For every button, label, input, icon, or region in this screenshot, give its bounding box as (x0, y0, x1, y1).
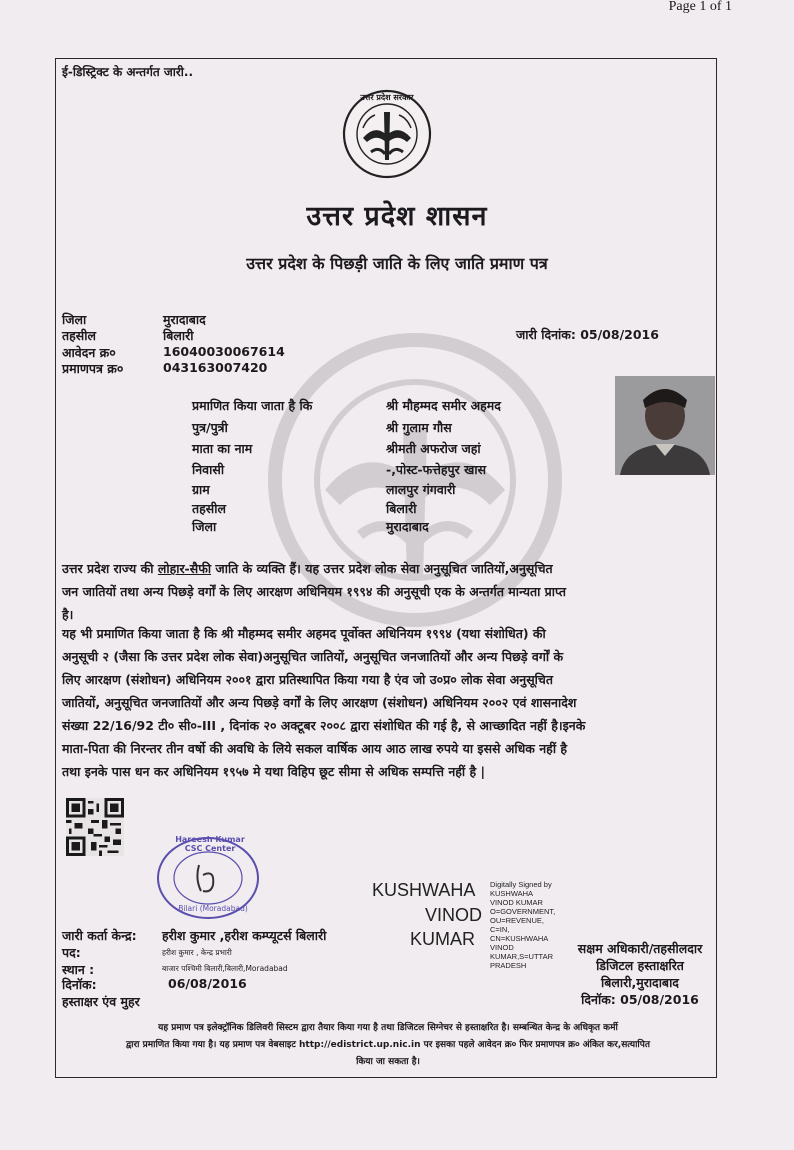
certificate-number-label: प्रमाणपत्र क्र० (62, 361, 124, 376)
application-number-label: आवेदन क्र० (62, 345, 116, 360)
footer-note: यह प्रमाण पत्र इलेक्ट्रॉनिक डिलिवरी सिस्टम द्वारा तैयार किया गया है तथा डिजिटल सिग्नेचर से हस्ताक्षरित है। सम्बन्धित केन्द्र के अधिकृत कर्मी द्वारा प्रमाणित किया गया है। यह प्रमाण पत्र वेबसाइट http://edistrict.up.nic.in पर इसका पहले आवेदन क्र० फिर प्रमाणपत्र क्र० अंकित कर,सत्यापित किया जा सकता है। (125, 1023, 651, 1067)
caste-name: लोहार-सैफी (157, 561, 212, 576)
detail-label: पुत्र/पुत्री (192, 420, 228, 435)
authority-date: दिनॉक: 05/08/2016 (581, 992, 699, 1007)
applicant-photo (615, 376, 715, 475)
detail-label: माता का नाम (192, 441, 253, 456)
digital-signer-name-line1: KUSHWAHA (372, 880, 476, 900)
authority-location: बिलारी,मुरादाबाद (601, 975, 679, 990)
detail-value: लालपुर गंगवारी (386, 482, 456, 497)
page-title: उत्तर प्रदेश शासन (306, 201, 488, 232)
detail-value: श्री मौहम्मद समीर अहमद (386, 398, 501, 413)
issuer-centre-label: जारी कर्ता केन्द्र: (62, 928, 137, 943)
tehsil-label: तहसील (62, 328, 96, 343)
tehsil-value: बिलारी (163, 328, 194, 343)
application-number-value: 16040030067614 (163, 344, 285, 359)
digital-signer-name-line3: KUMAR (410, 929, 476, 949)
issuer-centre-value: हरीश कुमार ,हरीश कम्प्यूटर्स बिलारी (162, 928, 327, 943)
detail-value: बिलारी (386, 501, 417, 516)
qr-code-icon (66, 798, 124, 856)
certificate-number-value: 043163007420 (163, 360, 268, 375)
digital-signer-name-line2: VINOD (425, 905, 483, 925)
detail-value: -,पोस्ट-फत्तेहपुर खास (386, 462, 487, 477)
header-note: ई-डिस्ट्रिक्ट के अन्तर्गत जारी.. (62, 65, 194, 79)
signature-stamp-label: हस्ताक्षर एंव मुहर (62, 994, 140, 1009)
page-number: Page 1 of 1 (668, 0, 732, 14)
issue-date: जारी दिनांक: 05/08/2016 (516, 327, 659, 342)
detail-label: ग्राम (192, 482, 210, 497)
authority-block (562, 940, 718, 1008)
stamp-top-text: Hareesh Kumar CSC Center (175, 835, 245, 853)
detail-label: तहसील (192, 501, 226, 516)
emblem-text: उत्तर प्रदेश सरकार (360, 93, 414, 102)
authority-designation: सक्षम अधिकारी/तहसीलदार (577, 941, 703, 956)
stamp-bottom-text: Bilari (Moradabad) (178, 904, 248, 913)
issuer-place-label: स्थान : (62, 962, 95, 977)
issuer-post-value: हरीश कुमार , केन्द्र प्रभारी (162, 948, 232, 957)
issuer-place-value: बाजार पश्चिमी बिलारी,बिलारी,Moradabad (162, 964, 288, 973)
issuer-date-label: दिनॉक: (62, 977, 97, 992)
authority-digital-signed: डिजिटल हस्ताक्षरित (596, 958, 684, 973)
detail-label: जिला (192, 519, 217, 534)
issuer-post-label: पद: (62, 945, 81, 960)
district-label: जिला (62, 312, 87, 327)
detail-value: श्रीमती अफरोज जहां (386, 441, 481, 456)
detail-value: मुरादाबाद (386, 519, 429, 534)
caste-statement: उत्तर प्रदेश राज्य की लोहार-सैफी जाति के व्यक्ति हैं। यह उत्तर प्रदेश लोक सेवा अनुसूचित जातियों,अनुसूचित जन जातियों तथा अन्य पिछड़े वर्गों के लिए आरक्षण अधिनियम १९९४ की अनुसूची एक के अन्तर्गत मान्यता प्राप्त है। (62, 561, 566, 622)
district-value: मुरादाबाद (163, 312, 206, 327)
certificate-subtitle: उत्तर प्रदेश के पिछड़ी जाति के लिए जाति प्रमाण पत्र (246, 254, 548, 273)
detail-value: श्री गुलाम गौस (386, 420, 452, 435)
certification-paragraph: यह भी प्रमाणित किया जाता है कि श्री मौहम्मद समीर अहमद पूर्वोक्त अधिनियम १९९४ (यथा संशोधित) की अनुसूची २ (जैसा कि उत्तर प्रदेश लोक सेवा)अनुसूचित जातियों, अनुसूचित जनजातियों और अन्य पिछड़े वर्गों के लिए आरक्षण (संशोधन) अधिनियम २००१ द्वारा प्रतिस्थापित किया गया है एंव जो उ०प्र० लोक सेवा अनुसूचित जातियों, अनुसूचित जनजातियों और अन्य पिछड़े वर्गों के लिए आरक्षण (संशोधन) अधिनियम २००२ एवं शासनादेश संख्या 22/16/92 टी० सी०-III , दिनांक २० अक्टूबर २००८ द्वारा संशोधित की गई है, से आच्छादित नहीं है।इनके माता-पिता की निरन्तर तीन वर्षो की अवधि के लिये सकल वार्षिक आय आठ लाख रुपये या इससे अधिक नहीं है तथा इनके पास धन कर अधिनियम १९५७ मे यथा विहिप छूट सीमा से अधिक सम्पत्ति नहीं है | (62, 626, 586, 779)
detail-label: प्रमाणित किया जाता है कि (192, 398, 313, 413)
digital-signature-details: Digitally Signed by KUSHWAHA VINOD KUMAR O=GOVERNMENT, OU=REVENUE, C=IN, CN=KUSHWAHA VINOD KUMAR,S=UTTAR PRADESH (490, 880, 556, 970)
issuer-date-value: 06/08/2016 (168, 976, 247, 991)
detail-label: निवासी (192, 462, 225, 477)
